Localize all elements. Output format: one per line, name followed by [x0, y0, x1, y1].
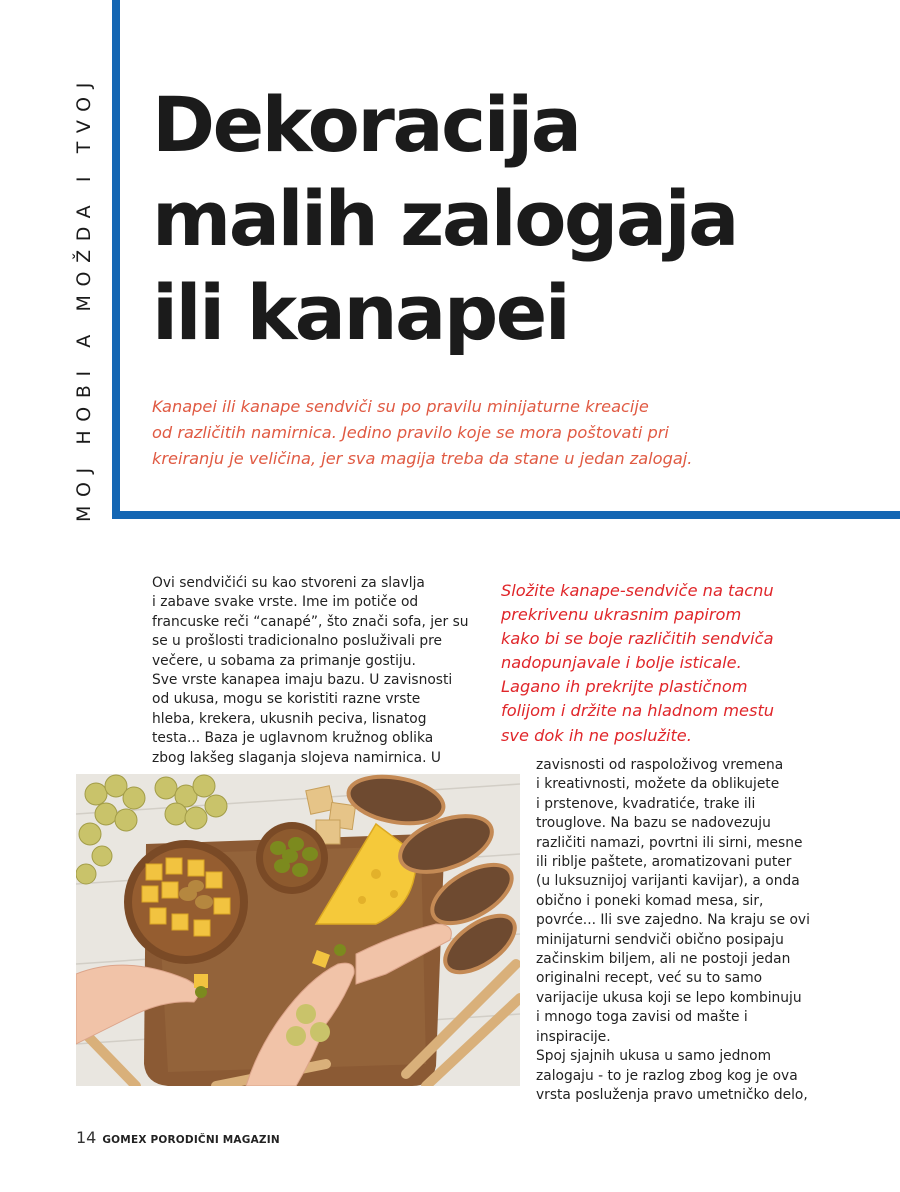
body-line: zavisnosti od raspoloživog vremena [536, 757, 784, 773]
canape-photo [76, 774, 520, 1086]
title-line: Dekoracija [152, 80, 580, 169]
body-line: originalni recept, već su to samo [536, 970, 763, 987]
body-line: Sve vrste kanapea imaju bazu. U zavisnosti [152, 672, 453, 689]
body-line: ili riblje paštete, aromatizovani puter [536, 854, 792, 871]
pull-quote-line: folijom i držite na hladnom mestu [501, 701, 775, 721]
frame-horizontal-rule [112, 511, 900, 519]
pull-quote-line: Složite kanape-sendviče na tacnu [501, 581, 774, 600]
page-footer [76, 1128, 280, 1147]
body-line: povrće... Ili sve zajedno. Na kraju se ovi [536, 912, 810, 929]
body-line: se u prošlosti tradicionalno posluživali pre [152, 633, 442, 650]
lead-line: kreiranju je veličina, jer sva magija treba da stane u jedan zalogaj. [152, 449, 693, 468]
lead-line: od različitih namirnica. Jedino pravilo koje se mora poštovati pri [152, 423, 669, 442]
pull-quote-line: nadopunjavale i bolje isticale. [501, 653, 742, 673]
body-line: i prstenove, kvadratiće, trake ili [536, 795, 756, 812]
body-line: zbog lakšeg slaganja slojeva namirnica. U [152, 749, 441, 766]
body-line: od ukusa, mogu se koristiti razne vrste [152, 691, 421, 708]
pull-quote-line: Lagano ih prekrijte plastičnom [501, 677, 748, 697]
section-label: MOJ HOBI A MOŽDA I TVOJ [73, 74, 95, 522]
body-line: obično i poneki komad mesa, sir, [536, 892, 764, 909]
body-line: francuske reči “canapé”, što znači sofa, jer su [152, 613, 469, 630]
pull-quote-line: kako bi se boje različitih sendviča [501, 629, 774, 649]
frame-vertical-rule [112, 0, 120, 518]
body-line: varijacije ukusa koji se lepo kombinuju [536, 989, 802, 1006]
body-line: trouglove. Na bazu se nadovezuju [536, 815, 771, 832]
body-line: Spoj sjajnih ukusa u samo jednom [536, 1048, 772, 1065]
pull-quote [501, 579, 841, 748]
body-line: različiti namazi, povrtni ili sirni, mesne [536, 834, 803, 851]
page-number: 14 [76, 1128, 97, 1147]
article-title [152, 78, 872, 360]
body-line: (u luksuznijoj varijanti kavijar), a onda [536, 873, 800, 890]
pull-quote-line: sve dok ih ne poslužite. [501, 725, 692, 745]
body-line: večere, u sobama za primanje gostiju. [152, 652, 416, 669]
lead-paragraph [152, 394, 872, 472]
body-line: minijaturni sendviči obično posipaju [536, 931, 784, 948]
body-line: hleba, krekera, ukusnih peciva, lisnatog [152, 710, 427, 727]
body-line: inspiracije. [536, 1028, 611, 1045]
body-column-left [152, 574, 482, 768]
body-line: Ovi sendvičići su kao stvoreni za slavlja [152, 575, 425, 591]
body-line: zalogaju - to je razlog zbog kog je ova [536, 1067, 798, 1084]
lead-line: Kanapei ili kanape sendviči su po pravilu minijaturne kreacije [152, 397, 649, 416]
body-line: vrsta posluženja pravo umetničko delo, [536, 1086, 808, 1103]
body-line: i mnogo toga zavisi od mašte i [536, 1009, 748, 1026]
title-line: ili kanapei [152, 268, 569, 357]
body-line: testa... Baza je uglavnom kružnog oblika [152, 730, 434, 747]
body-line: i kreativnosti, možete da oblikujete [536, 776, 780, 793]
body-column-right [536, 756, 866, 1105]
title-line: malih zalogaja [152, 174, 737, 263]
body-line: začinskim biljem, ali ne postoji jedan [536, 951, 791, 968]
body-line: i zabave svake vrste. Ime im potiče od [152, 594, 419, 611]
pull-quote-line: prekrivenu ukrasnim papirom [501, 605, 742, 625]
magazine-name: GOMEX PORODIČNI MAGAZIN [102, 1134, 280, 1146]
